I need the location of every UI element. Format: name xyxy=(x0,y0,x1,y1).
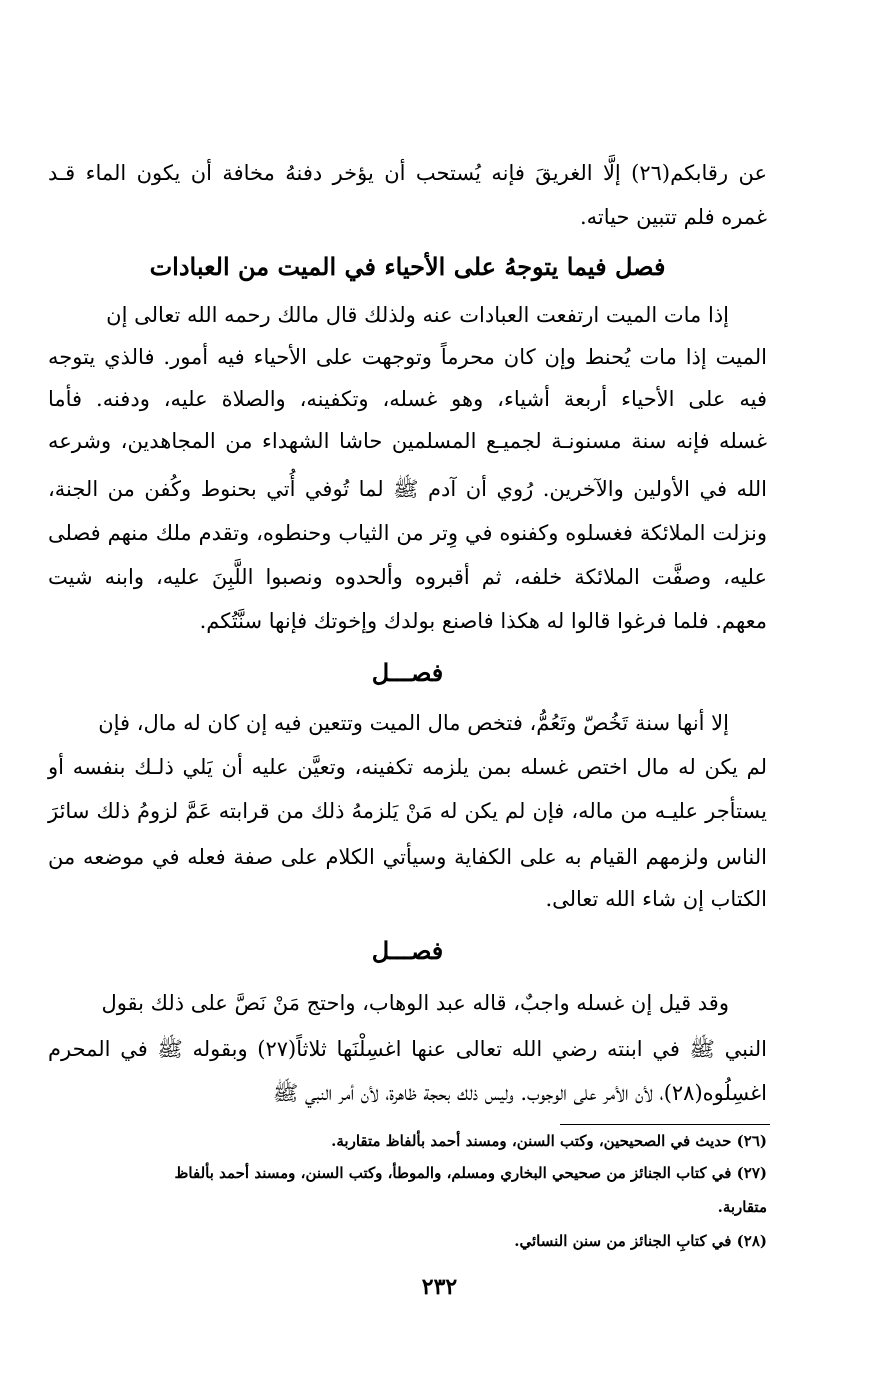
body-text-line: يستأجر عليـه من ماله، فإن لم يكن له مَنْ يَلزمهُ ذلك من قرابته عَمَّ لزومُ ذلك سائرَ xyxy=(48,799,767,823)
body-text-line: الميت إذا مات يُحنط وإن كان محرماً وتوجهت على الأحياء فيه أمور. فالذي يتوجه xyxy=(48,345,767,369)
body-text-line: عليه، وصفَّت الملائكة خلفه، ثم أقبروه وألحدوه ونصبوا اللَّبِنَ عليه، وابنه شيت xyxy=(48,565,767,589)
body-text-line: وقد قيل إن غسله واجبٌ، قاله عبد الوهاب، واحتج مَنْ نَصَّ على ذلك بقول xyxy=(101,991,729,1015)
body-text-line: إلا أنها سنة تَخُصّ وتَعُمُّ، فتخص مال الميت وتتعين فيه إن كان له مال، فإن xyxy=(98,711,729,735)
footnote-continuation: متقاربة. xyxy=(717,1198,767,1216)
body-text-line: الله في الأولين والآخرين. رُوي أن آدم ﷺ لما تُوفي أُتي بحنوط وكُفن من الجنة، xyxy=(48,477,767,501)
section-heading: فصل فيما يتوجهُ على الأحياء في الميت من العبادات xyxy=(149,252,666,281)
section-heading: فصـــل xyxy=(371,936,444,965)
body-text-line: النبي ﷺ في ابنته رضي الله تعالى عنها اغسِلْنَها ثلاثاً(٢٧) وبقوله ﷺ في المحرم xyxy=(48,1037,768,1061)
body-text-line: الناس ولزمهم القيام به على الكفاية وسيأتي الكلام على صفة فعله في موضعه من xyxy=(48,845,767,869)
page-number: ٢٣٢ xyxy=(421,1274,458,1300)
footnote-divider xyxy=(560,1124,770,1125)
body-text-line: إذا مات الميت ارتفعت العبادات عنه ولذلك قال مالك رحمه الله تعالى إن xyxy=(106,303,729,327)
body-text-line: معهم. فلما فرغوا قالوا له هكذا فاصنع بولدك وإخوتك فإنها سنَّتُكم. xyxy=(199,609,767,633)
footnote: (٢٦) حديث في الصحيحين، وكتب السنن، ومسند أحمد بألفاظ متقاربة. xyxy=(331,1132,767,1150)
body-text-line: ونزلت الملائكة فغسلوه وكفنوه في وِتر من الثياب وحنطوه، وتقدم ملك منهم فصلى xyxy=(48,521,767,545)
body-text-line: الكتاب إن شاء الله تعالى. xyxy=(545,887,767,911)
footnote: (٢٨) في كتابِ الجنائز من سنن النسائي. xyxy=(514,1232,767,1250)
section-heading: فصـــل xyxy=(371,658,444,687)
body-text-line: فيه على الأحياء أربعة أشياء، وهو غسله، وتكفينه، والصلاة عليه، ودفنه. فأما xyxy=(48,387,767,411)
body-text-line: غمره فلم تتبين حياته. xyxy=(579,205,767,229)
footnote: (٢٧) في كتاب الجنائز من صحيحي البخاري ومسلم، والموطأ، وكتب السنن، ومسند أحمد بألفاظ xyxy=(174,1164,767,1182)
body-text-line: اغسِلُوه(٢٨)، لأن الأمر على الوجوب. وليس ذلك بحجة ظاهرة، لأن أمر النبي ﷺ xyxy=(272,1081,767,1105)
body-text-line: عن رقابكم(٢٦) إلَّا الغريقَ فإنه يُستحب أن يؤخر دفنهُ مخافة أن يكون الماء قـد xyxy=(48,161,767,185)
body-text-line: غسله فإنه سنة مسنونـة لجميـع المسلمين حاشا الشهداء من المجاهدين، وشرعه xyxy=(48,429,767,453)
body-text-line: لم يكن له مال اختص غسله بمن يلزمه تكفينه، وتعيَّن عليه أن يَلي ذلـك بنفسه أو xyxy=(48,755,767,779)
